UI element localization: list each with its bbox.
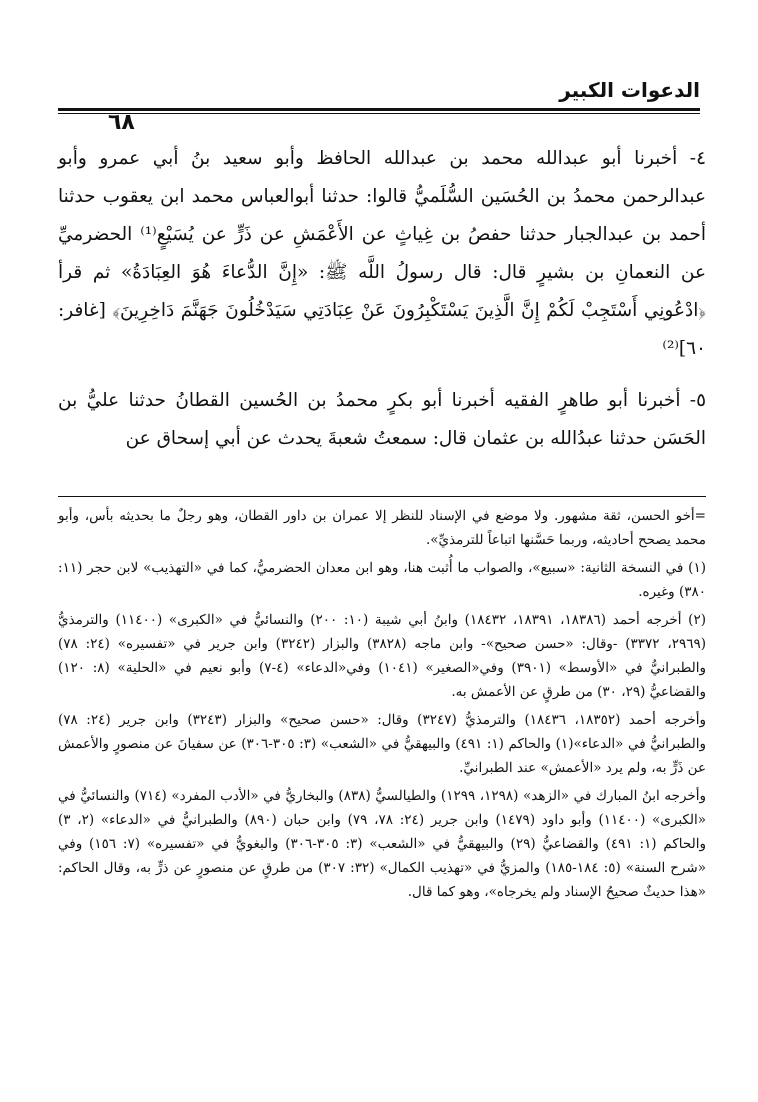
footnote-1: (١) في النسخة الثانية: «سبيع»، والصواب ما أُثبت هنا، وهو ابن معدان الحضرميُّ، كما في «التهذيب» لابن حجر (١١: ٣٨٠) وغيره. bbox=[58, 560, 706, 600]
footnote-2: (٢) أخرجه أحمد (١٨٣٨٦، ١٨٣٩١، ١٨٤٣٢) وابنُ أبي شيبة (١٠: ٢٠٠) والنسائيُّ في «الكبرى» (١١٤٠٠) والترمذيُّ (٢٩٦٩، ٣٣٧٢) -وقال: «حسن صحيح»- وابن ماجه (٣٨٢٨) والبزار (٣٢٤٢) وابن جرير في «تفسيره» (٢٤: ٧٨) والطبرانيُّ في «الأوسط» (٣٩٠١) وفي«الصغير» (١٠٤١) وفي«الدعاء» (٤-٧) وأبو نعيم في «الحلية» (٨: ١٢٠) والقضاعيُّ (٢٩، ٣٠) من طرقٍ عن الأعمش به. bbox=[58, 612, 707, 700]
hadith-paragraph-4: ٤- أخبرنا أبو عبدالله محمد بن عبدالله الحافظ وأبو سعيد بنُ أبي عمرو وأبو عبدالرحمن محمدُ بن الحُسَين السُّلَميُّ قالوا: حدثنا أبوالعباس محمد ابن يعقوب حدثنا أحمد بن عبدالجبار حدثنا حفصُ بن غِياثٍ عن الأَعْمَشِ عن ذَرٍّ عن يُسَيْعٍ⁽¹⁾ الحضرميِّ عن النعمانِ بن بشيرٍ قال: قال رسولُ اللَّه ﷺ: «إِنَّ الدُّعاءَ هُوَ العِبَادَةُ» ثم قرأ ﴿ادْعُونِي أَسْتَجِبْ لَكُمْ إِنَّ الَّذِينَ يَسْتَكْبِرُونَ عَنْ عِبَادَتِي سَيَدْخُلُونَ جَهَنَّمَ دَاخِرِينَ﴾ [غافر: ٦٠]⁽²⁾ bbox=[58, 148, 707, 359]
hadith-paragraph-5: ٥- أخبرنا أبو طاهرٍ الفقيه أخبرنا أبو بكرٍ محمدُ بن الحُسين القطانُ حدثنا عليُّ بن الحَسَن حدثنا عبدُالله بن عثمان قال: سمعتُ شعبةَ يحدث عن أبي إسحاق عن bbox=[58, 390, 706, 449]
page-number: ٦٨ bbox=[108, 110, 135, 135]
footnote-2-cont-a: وأخرجه أحمد (١٨٣٥٢، ١٨٤٣٦) والترمذيُّ (٣٢٤٧) وقال: «حسن صحيح» والبزار (٣٢٤٣) وابن جرير (٢٤: ٧٨) والطبرانيُّ في «الدعاء»(١) والحاكم (١: ٤٩١) والبيهقيُّ في «الشعب» (٣: ٣٠٥-٣٠٦) عن سفيانَ عن منصورٍ والأعمش عن ذَرٍّ به، ولم يرد «الأعمش» عند الطبرانيِّ. bbox=[58, 712, 707, 776]
running-title: الدعوات الكبير bbox=[559, 78, 700, 102]
footnote-continuation: =أخو الحسن، ثقة مشهور. ولا موضع في الإسناد للنظر إلا عمران بن داور القطان، وهو رجلٌ ما بحديثه بأس، وأبو محمد يصحح أحاديثه، وربما حَسَّنها اتباعاً للترمذيِّ». bbox=[58, 508, 706, 548]
footnote-2-cont-b: وأخرجه ابنُ المبارك في «الزهد» (١٢٩٨، ١٢٩٩) والطيالسيُّ (٨٣٨) والبخاريُّ في «الأدب المفرد» (٧١٤) والنسائيُّ في «الكبرى» (١١٤٠٠) وأبو داود (١٤٧٩) وابن جرير (٢٤: ٧٨، ٧٩) وابن حبان (٨٩٠) والطبرانيُّ في «الدعاء» (٢، ٣) والحاكم (١: ٤٩١) والقضاعيُّ (٢٩) والبيهقيُّ في «الشعب» (٣: ٣٠٥-٣٠٦) والبغويُّ في «تفسيره» (٧: ١٥٦) وفي «شرح السنة» (٥: ١٨٤-١٨٥) والمزيُّ في «تهذيب الكمال» (٣٢: ٣٠٧) من طرقٍ عن منصورٍ عن ذرٍّ به، وقال الحاكم: «هذا حديثٌ صحيحُ الإسناد ولم يخرجاه»، وهو كما قال. bbox=[58, 788, 707, 900]
footnotes bbox=[58, 504, 706, 908]
main-text bbox=[58, 140, 706, 458]
footnote-separator bbox=[58, 496, 706, 497]
